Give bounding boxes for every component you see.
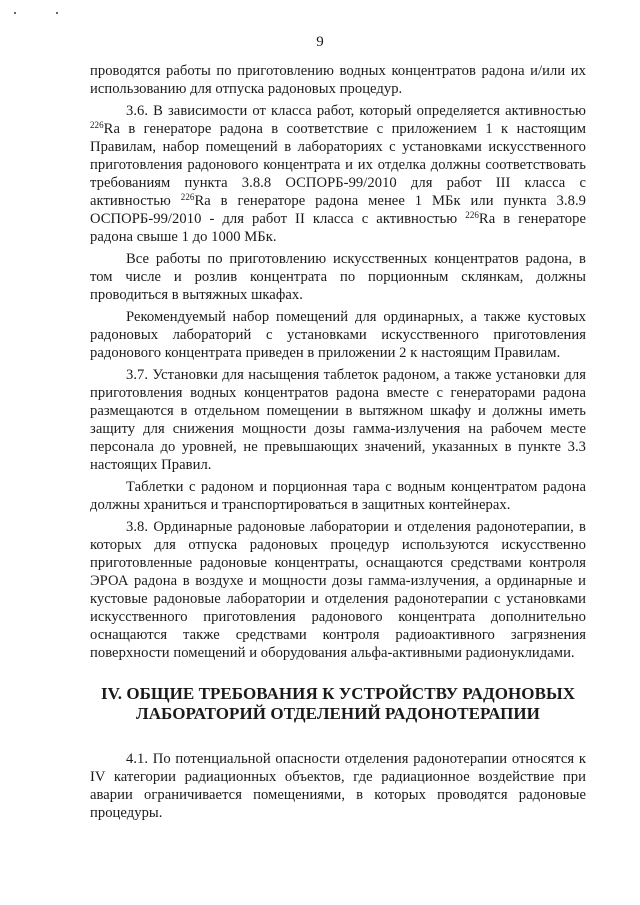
section-heading-line-2: ЛАБОРАТОРИЙ ОТДЕЛЕНИЙ РАДОНОТЕРАПИИ <box>136 704 540 723</box>
page-number: 9 <box>316 34 324 50</box>
paragraph-4-1: 4.1. По потенциальной опасности отделения радонотерапии относятся к IV категории радиационных объектов, где радиационное воздействие при аварии ограничивается помещениями, в которых проводятся радоновые процедуры. <box>90 751 586 821</box>
section-heading <box>90 684 586 724</box>
paragraph-3-8: 3.8. Ординарные радоновые лаборатории и отделения радонотерапии, в которых для отпуска радоновых процедур используются искусственно приготовленные радоновые концентраты, оснащаются средствами контроля ЭРОА радона в воздухе и мощности дозы гамма-излучения, а ординарные и кустовые радоновые лаборатории и отделения радонотерапии с установками искусственного приготовления радонового концентрата дополнительно оснащаются также средствами контроля радиоактивного загрязнения поверхности помещений и оборудования альфа-активными радионуклидами. <box>90 519 586 661</box>
paragraph-3-6: 3.6. В зависимости от класса работ, который определяется активностью $^{226}$Ra в генераторе радона в соответствие с приложением 1 к настоящим Правилам, набор помещений в лабораториях с установками искусственного приготовления радонового концентрата и их отделка должны соответствовать требованиям пункта 3.8.8 ОСПОРБ-99/2010 для работ III класса с активностью $^{226}$Ra в генераторе радона менее 1 МБк или пункта 3.8.9 ОСПОРБ-99/2010 - для работ II класса с активностью $^{226}$Ra в генераторе радона свыше 1 до 1000 МБк. <box>90 103 586 245</box>
paragraph-containers: Таблетки с радоном и порционная тара с водным концентратом радона должны храниться и транспортироваться в защитных контейнерах. <box>90 479 586 513</box>
paragraph-3-7: 3.7. Установки для насыщения таблеток радоном, а также установки для приготовления водных концентратов радона вместе с генераторами радона размещаются в отдельном помещении в вытяжном шкафу и должны иметь защиту для снижения мощности дозы гамма-излучения на рабочем месте персонала до уровней, не превышающих значений, указанных в пункте 3.3 настоящих Правил. <box>90 367 586 473</box>
paragraph-recommended-rooms: Рекомендуемый набор помещений для ординарных, а также кустовых радоновых лабораторий с установками искусственного приготовления радонового концентрата приведен в приложении 2 к настоящим Правилам. <box>90 309 586 361</box>
paragraph-continuation: проводятся работы по приготовлению водных концентратов радона и/или их использованию для отпуска радоновых процедур. <box>90 63 586 97</box>
scan-speck <box>14 12 16 14</box>
scan-speck <box>56 12 58 14</box>
paragraph-fume-hoods: Все работы по приготовлению искусственных концентратов радона, в том числе и розлив концентрата по порционным склянкам, должны проводиться в вытяжных шкафах. <box>90 251 586 303</box>
document-body <box>90 62 586 826</box>
section-heading-line-1: IV. ОБЩИЕ ТРЕБОВАНИЯ К УСТРОЙСТВУ РАДОНОВЫХ <box>100 684 576 703</box>
